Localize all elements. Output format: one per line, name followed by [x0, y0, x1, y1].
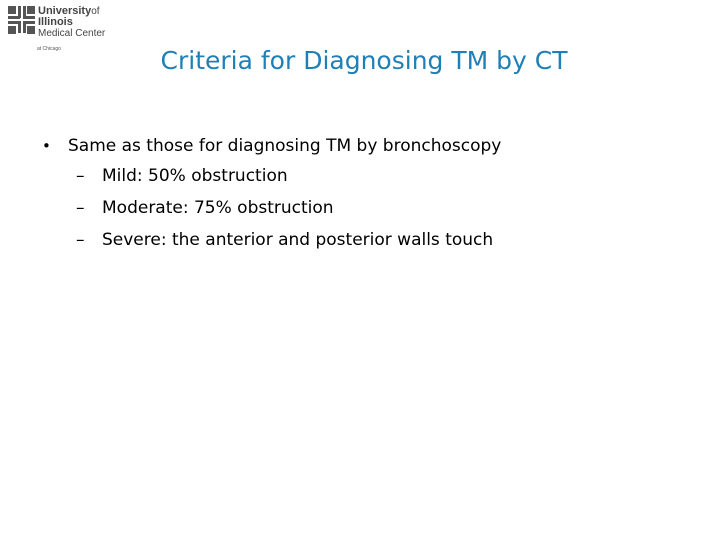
uic-logo-mark-icon [8, 6, 38, 36]
sub-bullet-item [38, 196, 718, 220]
bullet-item [38, 134, 718, 158]
sub-bullet-text: Moderate: 75% obstruction [102, 198, 334, 218]
sub-bullet-item [38, 228, 718, 252]
sub-bullet-item [38, 164, 718, 188]
sub-bullet-marker: – [76, 166, 85, 186]
logo-subline: at Chicago [37, 46, 61, 52]
sub-bullet-marker: – [76, 198, 85, 218]
sub-bullet-marker: – [76, 230, 85, 250]
bullet-marker: • [42, 137, 51, 155]
logo-line-illinois: Illinois [38, 16, 73, 28]
bullet-text: Same as those for diagnosing TM by bronchoscopy [68, 136, 502, 156]
sub-bullet-text: Severe: the anterior and posterior walls touch [102, 230, 494, 250]
slide-title: Criteria for Diagnosing TM by CT [160, 46, 568, 75]
logo-wordmark [38, 6, 105, 39]
logo-line-medical-center: Medical Center [38, 28, 106, 39]
logo-university-text: University [38, 5, 92, 17]
bullet-list [38, 134, 718, 252]
sub-bullet-text: Mild: 50% obstruction [102, 166, 288, 186]
logo-of-text: of [91, 6, 100, 17]
